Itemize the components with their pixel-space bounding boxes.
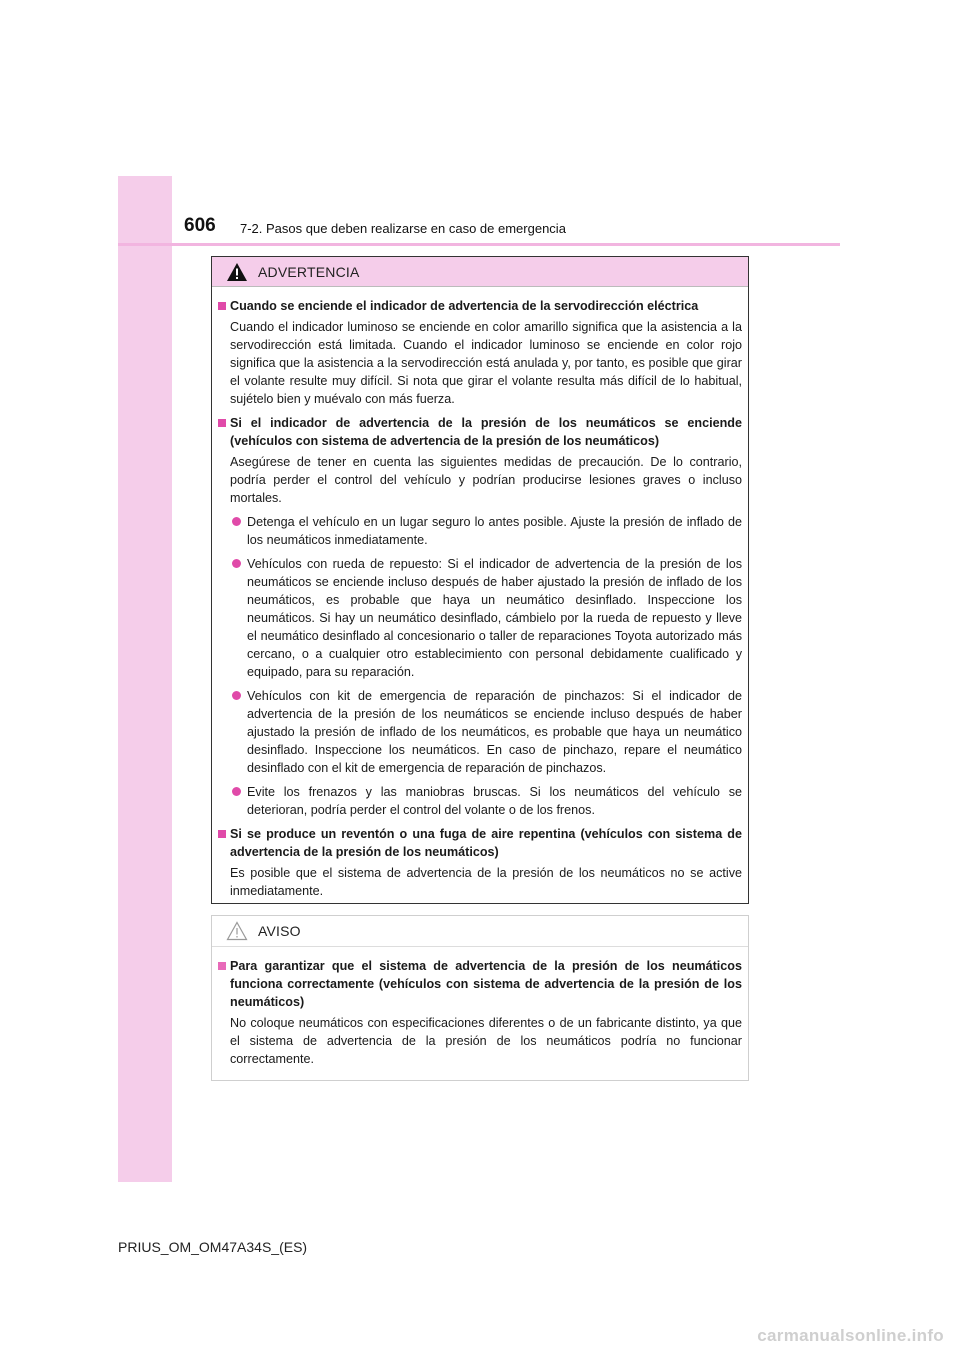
square-bullet-icon: [218, 830, 226, 838]
warning-box-header: [212, 257, 748, 287]
section-title: 7-2. Pasos que deben realizarse en caso de emergencia: [240, 221, 566, 236]
caution-triangle-outline-icon: [226, 921, 248, 941]
warning-text-1: Cuando el indicador luminoso se enciende en color amarillo significa que la asistencia a la servodirección está limitada. Cuando el indicador luminoso se enciende en color rojo significa que la asistencia a la servodirección está anulada y, por tanto, es posible que girar el volante resulte muy difícil. Si nota que girar el volante resulta más difícil de lo habitual, sujételo bien y muévalo con más fuerza.: [230, 320, 742, 406]
page-number: 606: [184, 215, 216, 236]
warning-heading-2: Si el indicador de advertencia de la presión de los neumáticos se enciende (vehículos con sistema de advertencia de la presión de los neumáticos): [218, 414, 742, 450]
watermark: carmanualsonline.info: [757, 1326, 944, 1345]
square-bullet-icon: [218, 962, 226, 970]
notice-heading-1: Para garantizar que el sistema de advertencia de la presión de los neumáticos funciona correctamente (vehículos con sistema de advertencia de la presión de los neumáticos): [218, 957, 742, 1011]
warning-triangle-icon: [226, 262, 248, 282]
notice-box-header: [212, 916, 748, 947]
circle-bullet-icon: [232, 559, 241, 568]
warning-text-3: Es posible que el sistema de advertencia de la presión de los neumáticos no se active inmediatamente.: [230, 866, 742, 898]
circle-bullet-icon: [232, 691, 241, 700]
notice-box: [211, 915, 749, 1081]
warning-bullet-1: Detenga el vehículo en un lugar seguro lo antes posible. Ajuste la presión de inflado de los neumáticos inmediatamente.: [218, 513, 742, 549]
warning-bullet-4: Evite los frenazos y las maniobras bruscas. Si los neumáticos del vehículo se deterioran, podría perder el control del volante o de los frenos.: [218, 783, 742, 819]
square-bullet-icon: [218, 302, 226, 310]
notice-text-1: No coloque neumáticos con especificaciones diferentes o de un fabricante distinto, ya que el sistema de advertencia de la presión de los neumáticos podría no funcionar correctamente.: [230, 1016, 742, 1066]
notice-box-body: [212, 947, 748, 1068]
warning-text-2: Asegúrese de tener en cuenta las siguientes medidas de precaución. De lo contrario, podría perder el control del vehículo y podrían producirse lesiones graves o incluso mortales.: [230, 455, 742, 505]
warning-box: [211, 256, 749, 904]
warning-box-title: ADVERTENCIA: [258, 263, 360, 280]
square-bullet-icon: [218, 419, 226, 427]
warning-heading-3: Si se produce un reventón o una fuga de aire repentina (vehículos con sistema de advertencia de la presión de los neumáticos): [218, 825, 742, 861]
warning-bullet-2: Vehículos con rueda de repuesto: Si el indicador de advertencia de la presión de los neumáticos se enciende incluso después de haber ajustado la presión de inflado de los neumáticos, es probable que haya un neumático desinflado. Inspeccione los neumáticos. Si hay un neumático desinflado, cámbielo por la rueda de repuesto y lleve el neumático desinflado al concesionario o taller de reparaciones Toyota autorizado más cercano, o a cualquier otro establecimiento con personal debidamente cualificado y equipado, para su reparación.: [218, 555, 742, 681]
notice-box-title: AVISO: [258, 923, 301, 939]
circle-bullet-icon: [232, 517, 241, 526]
header-rule: [118, 243, 840, 246]
circle-bullet-icon: [232, 787, 241, 796]
footer-code: PRIUS_OM_OM47A34S_(ES): [118, 1239, 308, 1255]
warning-heading-1: Cuando se enciende el indicador de advertencia de la servodirección eléctrica: [218, 297, 742, 315]
warning-box-body: [212, 287, 748, 900]
warning-bullet-3: Vehículos con kit de emergencia de reparación de pinchazos: Si el indicador de advertencia de la presión de los neumáticos se enciende incluso después de haber ajustado la presión de inflado de los neumáticos, es probable que haya un neumático desinflado. Inspeccione los neumáticos. En caso de pinchazo, repare el neumático desinflado con el kit de emergencia de reparación de pinchazos.: [218, 687, 742, 777]
side-band: [118, 176, 172, 1182]
